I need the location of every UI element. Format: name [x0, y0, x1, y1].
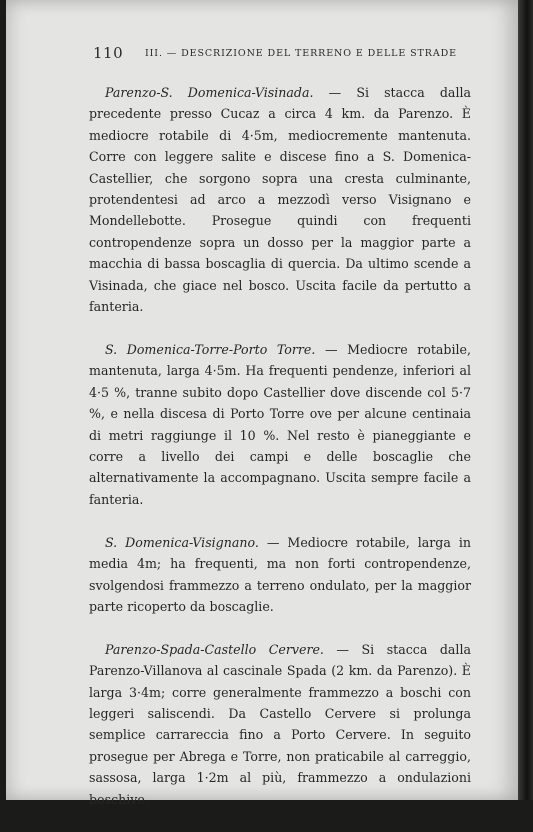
- paragraph-domenica-porto-torre: [89, 339, 471, 510]
- paragraph-parenzo-visinada: [89, 82, 471, 317]
- paragraph-body: — Mediocre rotabile, larga in media 4m; ha frequenti, ma non forti contropendenze, svolgendosi frammezzo a terreno ondulato, per la maggior parte ricoperto da boscaglie.: [89, 534, 471, 614]
- paragraph-body: — Mediocre rotabile, mantenuta, larga 4·5m. Ha frequenti pendenze, inferiori al 4·5 %, tranne subito dopo Castellier dove discende col 5·7 %, e nella discesa di Porto Torre ove per alcune centinaia di metri raggiunge il 10 %. Nel resto è pianeggiante e corre a livello dei campi e delle boscaglie che alternativamente la accompagnano. Uscita sempre facile a fanteria.: [89, 341, 471, 507]
- paragraph-body: — Si stacca dalla Parenzo-Villanova al cascinale Spada (2 km. da Parenzo). È larga 3·4m; corre generalmente frammezzo a boschi con leggeri saliscendi. Da Castello Cervere si prolunga semplice carrareccia fino a Porto Cervere. In seguito prosegue per Abrega e Torre, non praticabile al carreggio, sassosa, larga 1·2m al più, frammezzo a ondulazioni boschive.: [89, 641, 471, 807]
- paragraph-parenzo-cervere: [89, 639, 471, 810]
- page-header: [93, 44, 473, 66]
- page-number: 110: [93, 44, 124, 62]
- paragraph-body: — Si stacca dalla precedente presso Cucaz a circa 4 km. da Parenzo. È mediocre rotabile di 4·5m, mediocremente mantenuta. Corre con leggere salite e discese fino a S. Domenica-Castellier, che sorgono sopra una cresta culminante, protendentesi ad arco a mezzodì verso Visignano e Mondellebotte. Prosegue quindi con frequenti contropendenze sopra un dosso per la maggior parte a macchia di bassa boscaglia di quercia. Da ultimo scende a Visinada, che giace nel bosco. Uscita facile da pertutto a fanteria.: [89, 85, 472, 315]
- page-edge-shadow: [518, 0, 533, 800]
- paragraph-domenica-visignano: [89, 532, 471, 618]
- page-body: [89, 82, 471, 832]
- paragraph-title: S. Domenica-Visignano.: [105, 534, 259, 550]
- running-head: III. — DESCRIZIONE DEL TERRENO E DELLE STRADE: [145, 48, 457, 59]
- paragraph-title: Parenzo-S. Domenica-Visinada.: [105, 85, 314, 100]
- paragraph-title: S. Domenica-Torre-Porto Torre.: [105, 341, 316, 357]
- paragraph-title: Parenzo-Spada-Castello Cervere.: [105, 641, 324, 657]
